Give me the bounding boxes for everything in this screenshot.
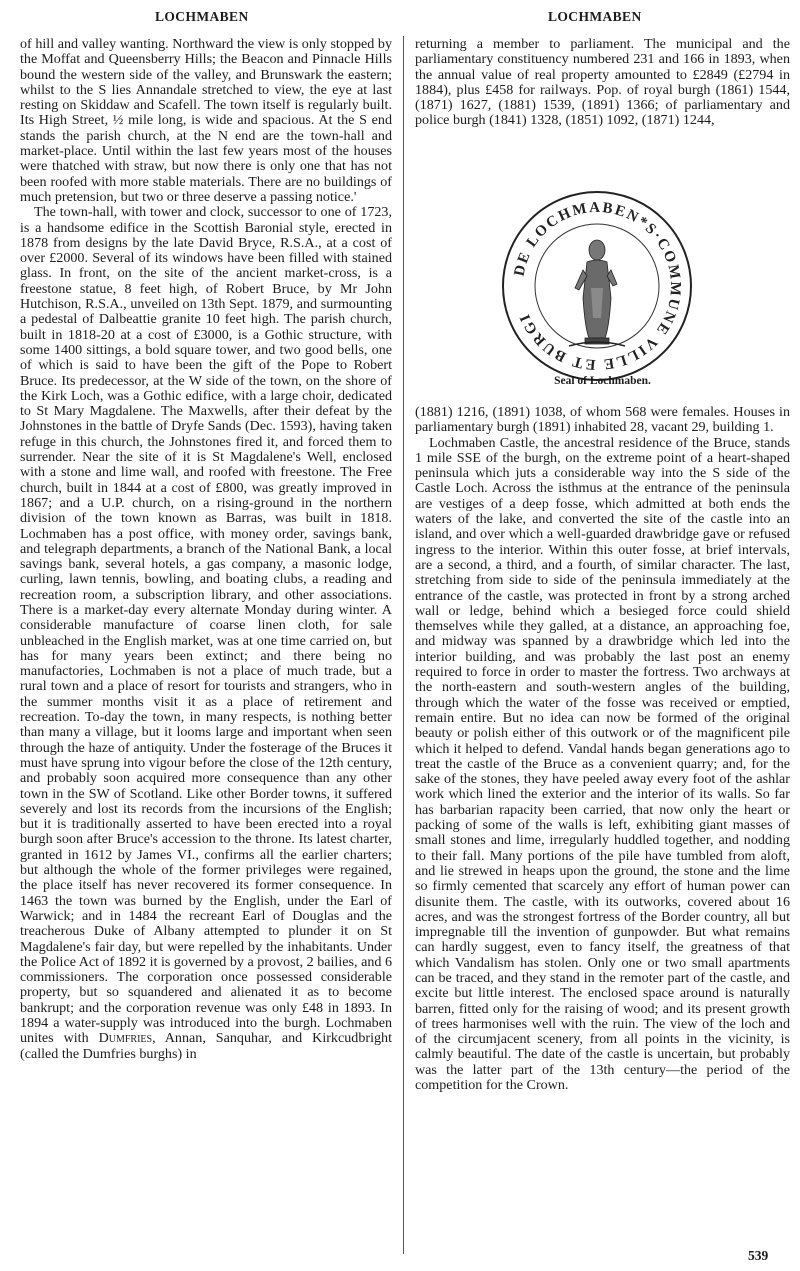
paragraph-municipal: returning a member to parliament. The municipal and the parliamentary constituency numbered 231 and 166 in 1893, when the annual value of real property amounted to £2849 (£2794 in 1884), plus £458 for railways. Pop. of royal burgh (1861) 1544, (1871) 1627, (1881) 1539, (1891) 1366; of parliamentary and police burgh (1841) 1328, (1851) 1092, (1871) 1244, bbox=[415, 36, 790, 129]
running-header-left: LOCHMABEN bbox=[155, 9, 249, 24]
seal-caption: Seal of Lochmaben. bbox=[554, 375, 651, 387]
seal-of-lochmaben-image bbox=[499, 188, 695, 384]
right-column-bottom bbox=[415, 405, 790, 1093]
paragraph-town-hall-end: , Annan, Sanquhar, and Kirkcudbright (called the Dumfries burghs) in bbox=[20, 1030, 392, 1062]
page-number: 539 bbox=[748, 1248, 769, 1263]
seal-figure bbox=[569, 240, 625, 346]
paragraph-view: of hill and valley wanting. Northward the view is only stopped by the Moffat and Queensberry Hills; the Beacon and Pinnacle Hills bound the western side of the valley, and Brunswark the eastern; whilst to the S lies Annandale stretched to view, the eye at last resting on Skiddaw and Scafell. The town itself is regularly built. Its High Street, ½ mile long, is wide and spacious. At the S end stands the parish church, at the N end are the town-hall and market-place. Until within the last few years most of the houses were thatched with straw, but now there is only one that has not been roofed with more stable materials. There are no buildings of much pretension, but two or three deserve a passing notice.' bbox=[20, 36, 392, 205]
seal-legend: DE LOCHMABEN*S·COMMUNE VILLE ET BURGI bbox=[511, 199, 684, 373]
left-column bbox=[20, 37, 392, 1062]
running-header-right: LOCHMABEN bbox=[548, 9, 642, 24]
dumfries-smallcaps: Dumfries bbox=[98, 1030, 153, 1047]
paragraph-castle: Lochmaben Castle, the ancestral residence of the Bruce, stands 1 mile SSE of the burgh, on the extreme point of a heart-shaped peninsula which juts a considerable way into the S side of the Castle Loch. Across the isthmus at the entrance of the peninsula are vestiges of a deep fosse, which admitted at both ends the waters of the lake, and converted the site of the castle into an island, and over which a well-guarded drawbridge gave or refused ingress to the interior. Within this outer fosse, at brief intervals, are a second, a third, and a fourth, of similar character. The last, stretching from side to side of the peninsula immediately at the entrance of the castle, was protected in front by a strong arched wall or ledge, behind which a besieged force could shield themselves while they galled, at a distance, an approaching foe, and midway was spanned by a drawbridge which led into the interior building, and was probably the last post an enemy required to force in order to master the fortress. Two archways at the north-eastern and south-western angles of the building, through which the water of the fosse was received or emptied, remain entire. But no idea can now be formed of the original beauty or polish either of this outwork or of the magnificent pile which it helped to defend. Vandal hands began generations ago to treat the castle of the Bruce as a convenient quarry; and, for the sake of the stones, they have peeled away every foot of the ashlar work which lined the exterior and the interior of its walls. So far has barbarian rapacity been carried, that now only the heart or packing of some of the walls is left, exhibiting giant masses of small stones and lime, irregularly huddled together, and nodding to their fall. Many portions of the pile have tumbled from aloft, and lie strewed in heaps upon the ground, the stone and the lime so firmly cemented that scarcely any effort of human power can disunite them. The castle, with its outworks, covered about 16 acres, and was the strongest fortress of the Border country, all but impregnable till the invention of gunpowder. But what remains can hardly suggest, even to fancy itself, the greatness of that which Vandalism has stolen. Only one or two small apartments can be traced, and they stand in the remoter part of the castle, and excite but little interest. The enclosed space around is naturally barren, fitted only for the raising of wood; and its present growth of trees harmonises well with the ruin. The view of the loch and of the circumjacent scenery, from all points in the vicinity, is calmly beautiful. The date of the castle is uncertain, but probably was the latter part of the 13th century—the period of the competition for the Crown. bbox=[415, 434, 790, 1094]
paragraph-town-hall-text: The town-hall, with tower and clock, successor to one of 1723, is a handsome edifice in the Scottish Baronial style, erected in 1878 from designs by the late David Bryce, R.S.A., at a cost of over £2000. Several of its windows have been filled with stained glass. In front, on the site of the ancient market-cross, is a freestone statue, 8 feet high, of Robert Bruce, by Mr John Hutchison, R.S.A., unveiled on 13th Sept. 1879, and surmounting a pedestal of Dalbeattie granite 10 feet high. The parish church, built in 1818-20 at a cost of £3000, is a Gothic structure, with some 1400 sittings, a bold square tower, and two good bells, one of which is said to have been the gift of the Pope to Robert Bruce. Its predecessor, at the W side of the town, on the shore of the Kirk Loch, was a Gothic edifice, with a large choir, dedicated to St Mary Magdalene. The Maxwells, after their defeat by the Johnstones in the battle of Dryfe Sands (Dec. 1593), having taken refuge in this church, the Johnstones fired it, and forced them to surrender. Near the site of it is St Magdalene's Well, enclosed with a stone and lime wall, and roofed with freestone. The Free church, built in 1844 at a cost of £800, was greatly improved in 1867; and a U.P. church, on a rising-ground in the northern division of the town known as Barras, was built in 1818. Lochmaben has a post office, with money order, savings bank, and telegraph departments, a branch of the National Bank, a local savings bank, several hotels, a gas company, a masonic lodge, curling, lawn tennis, bowling, and boating clubs, a reading and recreation room, a subscription library, and other associations. There is a market-day every alternate Monday during winter. A considerable manufacture of coarse linen cloth, for sale unbleached in the English market, was at one time carried on, but has for many years been extinct; and there being no manufactories, Lochmaben is not a place of much trade, but a rural town and a place of resort for tourists and strangers, who in the summer months visit it as a place of retirement and recreation. To-day the town, in many respects, is nothing better than many a village, but it looms large and important when seen through the haze of antiquity. Under the fosterage of the Bruces it must have sprung into vigour before the close of the 12th century, and probably soon acquired more consequence than any other town in the SW of Scotland. Like other Border towns, it suffered severely and lost its records from the incursions of the English; but it is traditionally asserted to have been erected into a royal burgh soon after Bruce's accession to the throne. Its latest charter, granted in 1612 by James VI., confirms all the earlier charters; but although the whole of the former privileges were regained, the place itself has never recovered its former consequence. In 1463 the town was burned by the English, under the Earl of Warwick; and in 1484 the recreant Earl of Douglas and the treacherous Duke of Albany attempted to plunder it on St Magdalene's fair day, but were repelled by the inhabitants. Under the Police Act of 1892 it is governed by a provost, 2 bailies, and 6 commissioners. The corporation once possessed considerable property, but so squandered and alienated it as to become bankrupt; and the corporation revenue was only £48 in 1893. In 1894 a water-supply was introduced into the burgh. Lochmaben unites with bbox=[20, 204, 392, 1047]
right-column-top bbox=[415, 37, 790, 129]
paragraph-town-hall bbox=[20, 205, 392, 1062]
column-divider bbox=[403, 36, 404, 1254]
paragraph-population: (1881) 1216, (1891) 1038, of whom 568 were females. Houses in parliamentary burgh (1891) inhabited 28, vacant 29, building 1. bbox=[415, 404, 790, 436]
